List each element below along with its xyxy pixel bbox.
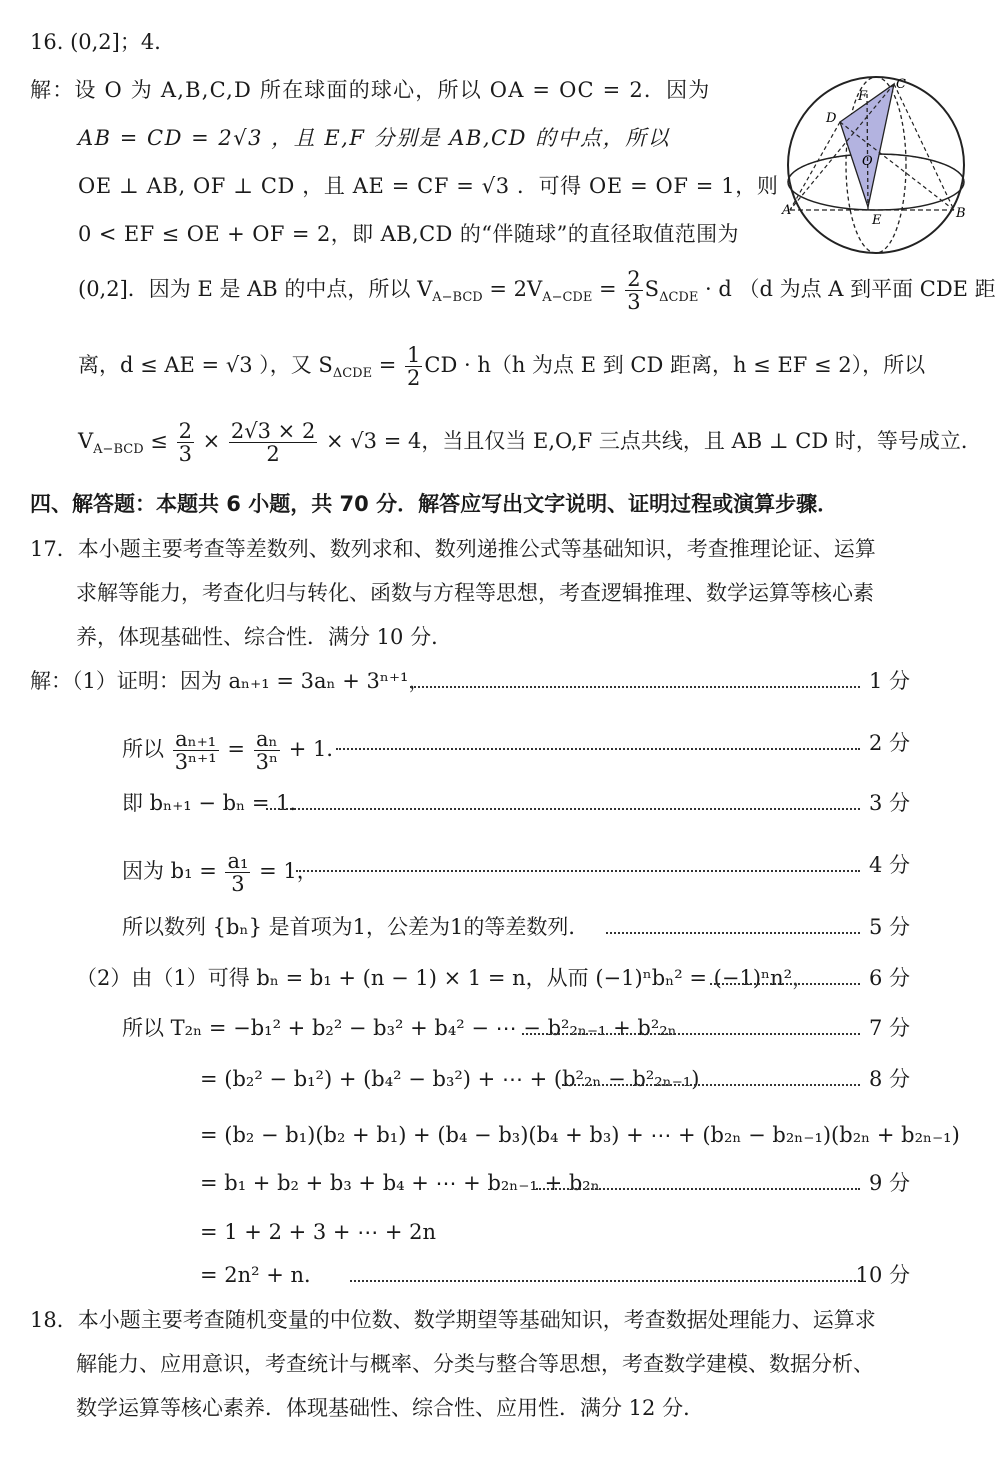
label-a: A [782,203,792,218]
q16-line3: OE ⊥ AB, OF ⊥ CD ，且 AE = CF = √3 ．可得 OE = OF = 1，则 [78,174,779,198]
q17-step-5: 所以数列 {bₙ} 是首项为1，公差为1的等差数列． 5 分 [122,915,910,939]
label-o: O [862,154,873,169]
label-c: C [896,77,906,92]
q16-line4: 0 < EF ≤ OE + OF = 2，即 AB,CD 的“伴随球”的直径取值范围为 [78,222,739,246]
q16-line6: 离，d ≤ AE = √3 ），又 $S_{\Delta CDE}$ = $\frac{1}{2}$ CD · h（h 为点 E 到 CD 距离，h ≤ EF ≤ 2），所以 [78,343,926,391]
q18-intro-2: 解能力、应用意识，考查统计与概率、分类与整合等思想，考查数学建模、数据分析、 [76,1352,874,1376]
edge-cb [894,84,954,210]
label-b: B [956,206,966,221]
q17-step-11: = 1 + 2 + 3 + ⋯ + 2n [200,1220,437,1244]
q18-intro-3: 数学运算等核心素养．体现基础性、综合性、应用性．满分 12 分． [76,1396,705,1420]
q17-step-2: 所以 $\frac{\text{aₙ₊₁}}{\text{3ⁿ⁺¹}}$ = $\frac{\text{aₙ}}{\text{3ⁿ}}$ + 1． 2 分 [122,727,910,775]
q17-step-10: = b₁ + b₂ + b₃ + b₄ + ⋯ + b₂ₙ₋₁ + b₂ₙ 9 分 [200,1171,910,1195]
q17-step-9: = (b₂ − b₁)(b₂ + b₁) + (b₄ − b₃)(b₄ + b₃) + ⋯ + (b₂ₙ − b₂ₙ₋₁)(b₂ₙ + b₂ₙ₋₁) [200,1123,960,1147]
q17-step-8: = (b₂² − b₁²) + (b₄² − b₃²) + ⋯ + (b²₂ₙ − b²₂ₙ₋₁) 8 分 [200,1067,910,1091]
q17-step-7: 所以 T₂ₙ = −b₁² + b₂² − b₃² + b₄² − ⋯ − b²₂ₙ₋₁ + b²₂ₙ 7 分 [122,1016,910,1040]
q17-step-3: 即 bₙ₊₁ − bₙ = 1． 3 分 [122,791,910,815]
label-f: F [858,89,868,104]
q17-step-12: = 2n² + n． 10 分 [200,1263,910,1287]
label-e: E [872,213,882,228]
q16-line7: $V_{A-BCD}$ ≤ $\frac{2}{3}$ × $\frac{2√3 \times 2}{2}$ × √3 = 4，当且仅当 E,O,F 三点共线，且 AB ⊥ CD 时，等号成立． [78,419,982,467]
q17-step-6: （2）由（1）可得 bₙ = b₁ + (n − 1) × 1 = n，从而 (−1)ⁿbₙ² = (−1)ⁿn²， 6 分 [76,966,910,990]
q17-step-1: 解：（1）证明：因为 aₙ₊₁ = 3aₙ + 3ⁿ⁺¹， 1 分 [30,669,910,693]
section4-heading: 四、解答题：本题共 6 小题，共 70 分．解答应写出文字说明、证明过程或演算步骤． [30,492,839,516]
q16-line5: (0,2]．因为 E 是 AB 的中点，所以 $V_{A-BCD} = 2V_{A-CDE}$ = $\frac{2}{3}$ $S_{\Delta CDE} \cdot d$ （d 为点 A 到平面 CDE 距 [78,267,996,315]
q16-line1: 解：设 O 为 A,B,C,D 所在球面的球心，所以 OA = OC = 2．因为 [30,78,711,102]
q16-line2: AB = CD = 2√3 ，且 E,F 分别是 AB,CD 的中点，所以 [78,126,671,150]
q16-answer: 16. (0,2]；4． [30,30,176,54]
sphere-figure [778,72,974,258]
q17-intro-1: 17．本小题主要考查等差数列、数列求和、数列递推公式等基础知识，考查推理论证、运算 [30,537,876,561]
edge-da [790,122,840,210]
q17-intro-3: 养，体现基础性、综合性．满分 10 分． [76,625,453,649]
q18-intro-1: 18．本小题主要考查随机变量的中位数、数学期望等基础知识，考查数据处理能力、运算求 [30,1308,876,1332]
label-d: D [826,111,837,126]
q17-step-4: 因为 b₁ = $\frac{\text{a₁}}{3}$ = 1， 4 分 [122,849,910,897]
q17-intro-2: 求解等能力，考查化归与转化、函数与方程等思想，考查逻辑推理、数学运算等核心素 [76,581,874,605]
